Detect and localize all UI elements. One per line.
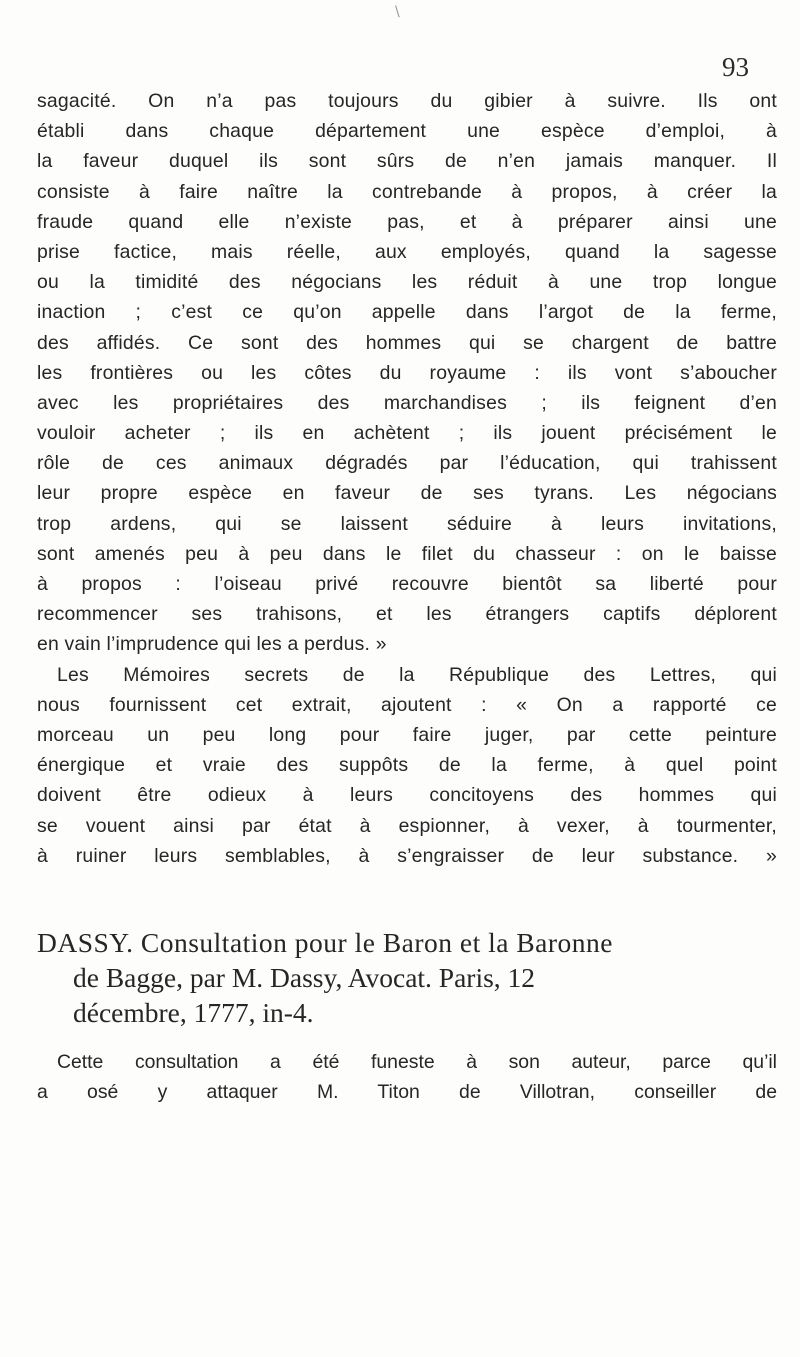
edge-mark: \ [395,4,400,20]
entry-line: décembre, 1777, in-4. [73,997,314,1028]
paragraph-line: sagacité. On n’a pas toujours du gibier à suivre. Ils ont [37,90,777,112]
paragraph-line: doivent être odieux à leurs concitoyens des hommes qui [37,784,777,807]
paragraph-line: consiste à faire naître la contrebande à propos, à créer la [37,180,777,203]
paragraph-line: énergique et vraie des suppôts de la ferme, à quel point [37,754,777,777]
paragraph-line: trop ardens, qui se laissent séduire à leurs invitations, [37,512,777,535]
paragraph-line: recommencer ses trahisons, et les étrangers captifs déplorent [37,603,777,626]
paragraph-line: sont amenés peu à peu dans le filet du chasseur : on le baisse [37,542,777,565]
paragraph-line: inaction ; c’est ce qu’on appelle dans l’argot de la ferme, [37,301,777,324]
paragraph-line: à propos : l’oiseau privé recouvre bientôt sa liberté pour [37,573,777,595]
paragraph-line: à ruiner leurs semblables, à s’engraisser de leur substance. » [37,844,777,867]
paragraph-line: en vain l’imprudence qui les a perdus. » [37,633,387,656]
paragraph-line: la faveur duquel ils sont sûrs de n’en jamais manquer. Il [37,150,777,173]
note-line: a osé y attaquer M. Titon de Villotran, conseiller de [37,1081,777,1103]
entry-note [37,1047,777,1107]
entry-line: DASSY. Consultation pour le Baron et la Baronne [37,927,613,958]
note-line: Cette consultation a été funeste à son auteur, parce qu’il [57,1051,777,1073]
paragraph-line: des affidés. Ce sont des hommes qui se chargent de battre [37,331,777,354]
paragraph-line: leur propre espèce en faveur de ses tyrans. Les négocians [37,482,777,505]
paragraph-line: se vouent ainsi par état à espionner, à vexer, à tourmenter, [37,814,777,837]
main-paragraphs [37,86,777,871]
paragraph-line: établi dans chaque département une espèce d’emploi, à [37,120,777,143]
entry-line: de Bagge, par M. Dassy, Avocat. Paris, 12 [73,962,536,993]
paragraph-line: prise factice, mais réelle, aux employés, quand la sagesse [37,240,777,263]
paragraph-line: ou la timidité des négocians les réduit à une trop longue [37,271,777,294]
paragraph-line: Les Mémoires secrets de la République des Lettres, qui [57,663,777,686]
paragraph-line: fraude quand elle n’existe pas, et à préparer ainsi une [37,210,777,233]
paragraph-line: avec les propriétaires des marchandises ; ils feignent d’en [37,391,777,414]
bibliographic-entry [37,925,777,1030]
paragraph-line: nous fournissent cet extrait, ajoutent : « On a rapporté ce [37,693,777,716]
paragraph-line: les frontières ou les côtes du royaume : ils vont s’aboucher [37,361,777,384]
paragraph-line: vouloir acheter ; ils en achètent ; ils jouent précisément le [37,422,777,445]
page-number: 93 [722,52,749,82]
paragraph-line: morceau un peu long pour faire juger, par cette peinture [37,723,777,746]
paragraph-line: rôle de ces animaux dégradés par l’éducation, qui trahissent [37,452,777,475]
